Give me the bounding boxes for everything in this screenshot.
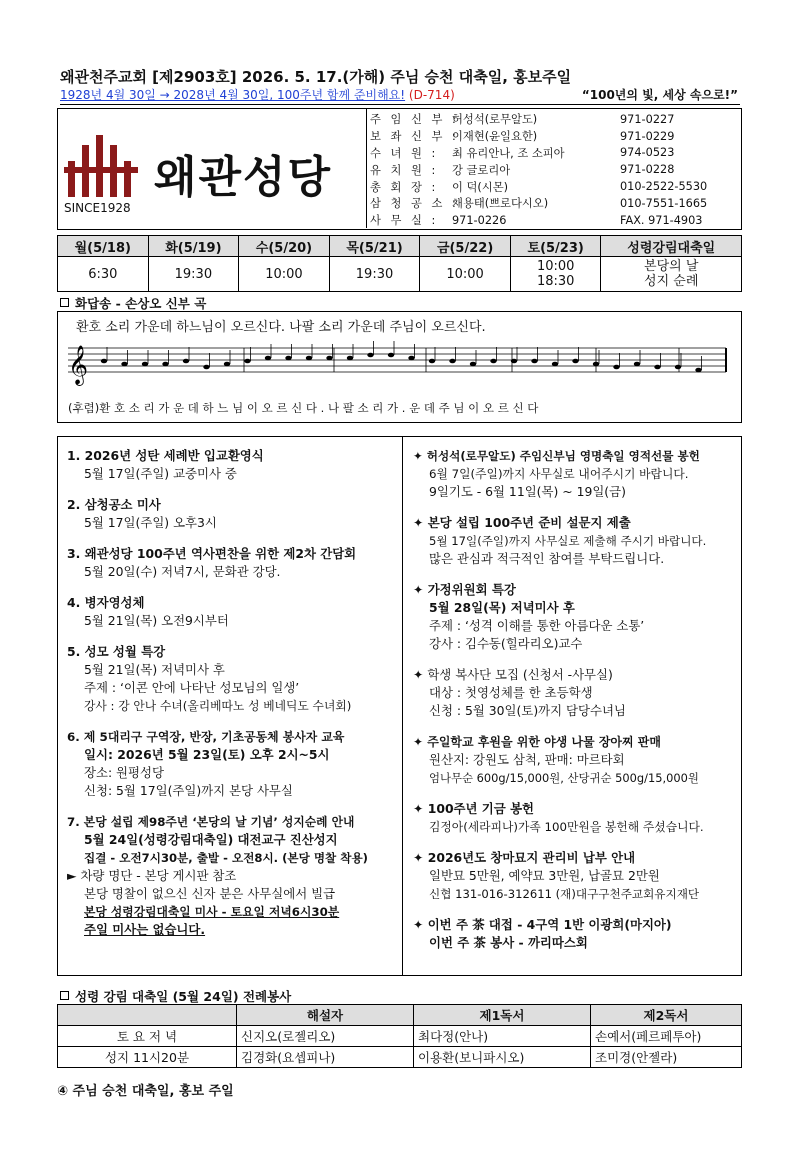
announcements-right-column [413, 447, 738, 965]
service-header-row: 해설자 제1독서 제2독서 [58, 1005, 742, 1026]
announcement-item: ✦ 이번 주 茶 대접 - 4구역 1반 이광희(마지아) 이번 주 茶 봉사 - 까리따스회 [413, 917, 672, 950]
announcement-item: ✦ 허성석(로무알도) 주임신부님 영명축일 영적선물 봉헌 6월 7일(주일)까지 사무실로 내어주시기 바랍니다. 9일기도 - 6월 11일(목) ~ 19일(금) [413, 449, 700, 499]
parish-logo-name: 왜관성당 [154, 152, 333, 203]
announcement-item: ✦ 학생 복사단 모집 (신청서 -사무실) 대상 : 첫영성체를 한 초등학생 신청 : 5월 30일(토)까지 담당수녀님 [413, 667, 626, 718]
announcement-item: 4. 병자영성체 5월 21일(목) 오전9시부터 [67, 595, 229, 628]
service-section-label: 성령 강림 대축일 (5월 24일) 전례봉사 [60, 987, 291, 1005]
bulletin-title: 왜관천주교회 [제2903호] 2026. 5. 17.(가해) 주님 승천 대축일, 홍보주일 [60, 68, 572, 86]
church-logo-icon [64, 131, 154, 201]
staff-row: 주 임 신 부 : 허성석(로무알도) 971-0227 [370, 112, 675, 127]
parish-info-box [57, 108, 742, 230]
announcement-item: 2. 삼청공소 미사 5월 17일(주일) 오후3시 [67, 497, 217, 530]
weekly-mass-schedule [57, 235, 742, 292]
announcement-item: ✦ 가정위원회 특강 5월 28일(목) 저녁미사 후 주제 : ‘성격 이해를 통한 아름다운 소통’ 강사 : 김수동(힐라리오)교수 [413, 582, 645, 651]
table-row: 토 요 저 녁 신지오(로젤리오) 최다정(안나) 손예서(페르페투아) [58, 1026, 742, 1047]
column-divider [402, 437, 403, 975]
liturgy-service-table [57, 1004, 742, 1068]
announcement-item: 3. 왜관성당 100주년 역사편찬을 위한 제2차 간담회 5월 20일(수) 저녁7시, 문화관 강당. [67, 546, 357, 579]
announcement-item: 7. 본당 설립 제98주년 ‘본당의 날 기념’ 성지순례 안내 5월 24일(성령강림대축일) 대전교구 진산성지 집결 - 오전7시30분, 출발 - 오전8시. (본당 명찰 착용) ► 차량 명단 - 본당 게시판 참조 본당 명찰이 없으신 신자 분은 사무실에서 빌급 본당 성령강림대축일 미사 - 토요일 저녁6시30분 주일 미사는 없습니다. [67, 815, 368, 937]
announcement-item: ✦ 100주년 기금 봉헌 김정아(세라피나)가족 100만원을 봉헌해 주셨습니다. [413, 801, 704, 834]
announcement-item: 1. 2026년 성탄 세례반 입교환영식 5월 17일(주일) 교중미사 중 [67, 448, 264, 481]
announcement-item: ✦ 본당 설립 100주년 준비 설문지 제출 5월 17일(주일)까지 사무실로 제출해 주시기 바랍니다. 많은 관심과 적극적인 참여를 부탁드립니다. [413, 515, 707, 566]
psalm-music-box [57, 311, 742, 423]
announcement-item: 5. 성모 성월 특강 5월 21일(목) 저녁미사 후 주제 : ‘이콘 안에 나타난 성모님의 일생’ 강사 : 강 안나 수녀(올리베따노 성 베네딕도 수녀회) [67, 644, 352, 713]
centennial-banner [60, 86, 740, 105]
centennial-countdown: 1928년 4월 30일 → 2028년 4월 30일, 100주년 함께 준비해요! [60, 88, 406, 102]
staff-row: 총 회 장 : 이 덕(시몬) 010-2522-5530 [370, 180, 708, 194]
staff-directory [370, 111, 740, 229]
staff-row: 보 좌 신 부 : 이재현(윤일요한) 971-0229 [370, 129, 675, 144]
music-staff-icon [64, 336, 734, 396]
announcements-left-column [67, 447, 397, 952]
staff-row: 유 치 원 : 강 글로리아 971-0228 [370, 163, 675, 177]
mass-day-row: 월(5/18) 화(5/19) 수(5/20) 목(5/21) 금(5/22) 토(5/23) 성령강림대축일 [58, 236, 742, 257]
centennial-motto: “100년의 빛, 세상 속으로!” [581, 88, 738, 102]
psalm-section-label: 화답송 - 손상오 신부 곡 [60, 294, 206, 312]
page-footer: ④ 주님 승천 대축일, 홍보 주일 [57, 1084, 234, 1099]
announcement-item: ✦ 2026년도 창마묘지 관리비 납부 안내 일반묘 5만원, 예약묘 3만원, 납골묘 2만원 신협 131-016-312611 (재)대구구천주교회유지재단 [413, 850, 700, 901]
mass-time-row: 6:30 19:30 10:00 19:30 10:00 10:00 18:30 본당의 날 성지 순례 [58, 257, 742, 292]
staff-row: 수 녀 원 : 최 유리안나, 조 소피아 974-0523 [370, 146, 675, 160]
parish-logo [58, 109, 367, 228]
square-bullet-icon [60, 991, 69, 1000]
announcement-item: 6. 제 5대리구 구역장, 반장, 기초공동체 봉사자 교육 일시: 2026년 5월 23일(토) 오후 2시~5시 장소: 원평성당 신청: 5월 17일(주일)까지 본당 사무실 [67, 730, 345, 798]
psalm-refrain-text: 환호 소리 가운데 하느님이 오르신다. 나팔 소리 가운데 주님이 오르신다. [76, 320, 486, 335]
announcement-item: ✦ 주일학교 후원을 위한 야생 나물 장아찌 판매 원산지: 강원도 삼척, 판매: 마르타회 엄나무순 600g/15,000원, 산당귀순 500g/15,000원 [413, 735, 699, 785]
table-row: 성지 11시20분 김경화(요셉피나) 이용환(보니파시오) 조미경(안젤라) [58, 1047, 742, 1068]
psalm-lyrics: (후렴)환 호 소 리 가 운 데 하 느 님 이 오 르 신 다 . 나 팔 소 리 가 . 운 데 주 님 이 오 르 신 다 [68, 401, 539, 415]
dday-counter: (D-714) [408, 88, 455, 102]
staff-row: 삼 청 공 소 : 채용태(쁘로다시오) 010-7551-1665 [370, 196, 708, 211]
announcements-box [57, 436, 742, 976]
parish-since: SINCE1928 [64, 201, 131, 215]
square-bullet-icon [60, 298, 69, 307]
svg-text:𝄞: 𝄞 [68, 345, 89, 385]
staff-row: 사 무 실 : 971-0226 FAX. 971-4903 [370, 213, 703, 228]
